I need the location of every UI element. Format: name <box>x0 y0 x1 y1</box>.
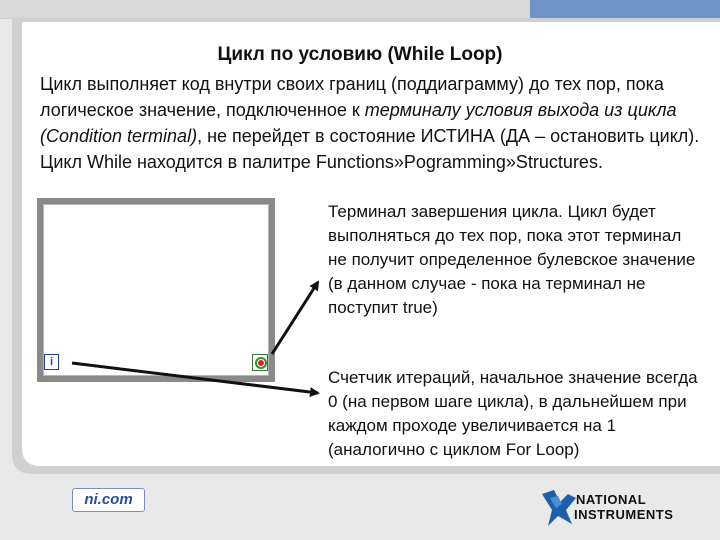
condition-terminal-icon <box>252 354 268 371</box>
condition-terminal-term: терминалу условия выхода из цикла (Condition terminal) <box>40 100 677 146</box>
intro-text-part1: Цикл выполняет код внутри своих границ (поддиаграмму) до тех пор, пока логическое значение, подключенное к <box>40 74 664 120</box>
while-loop-frame <box>37 198 275 382</box>
logo-line1: NATIONAL <box>576 492 647 507</box>
header-strip-gray <box>0 0 530 19</box>
iteration-counter-note: Счетчик итераций, начальное значение всегда 0 (на первом шаге цикла), в дальнейшем при каждом проходе увеличивается на 1 (аналогично с циклом For Loop) <box>328 368 698 459</box>
condition-terminal-note: Терминал завершения цикла. Цикл будет выполняться до тех пор, пока этот терминал не получит определенное булевское значение (в данном случае - пока на терминал не поступит true) <box>328 202 696 317</box>
iteration-terminal-icon: i <box>44 354 59 370</box>
ni-eagle-icon <box>540 488 578 528</box>
condition-terminal-dot <box>258 360 264 366</box>
intro-text-part2: , не перейдет в состояние ИСТИНА (ДА – остановить цикл). <box>197 126 700 146</box>
ni-com-badge: ni.com <box>72 488 145 512</box>
national-instruments-logo <box>540 486 690 534</box>
header-strip-blue <box>530 0 720 18</box>
intro-paragraph <box>40 71 710 175</box>
logo-line2: INSTRUMENTS <box>574 507 674 522</box>
slide-title: Цикл по условию (While Loop) <box>217 44 503 65</box>
palette-location-text: Цикл While находится в палитре Functions»Pogramming»Structures. <box>40 152 603 172</box>
